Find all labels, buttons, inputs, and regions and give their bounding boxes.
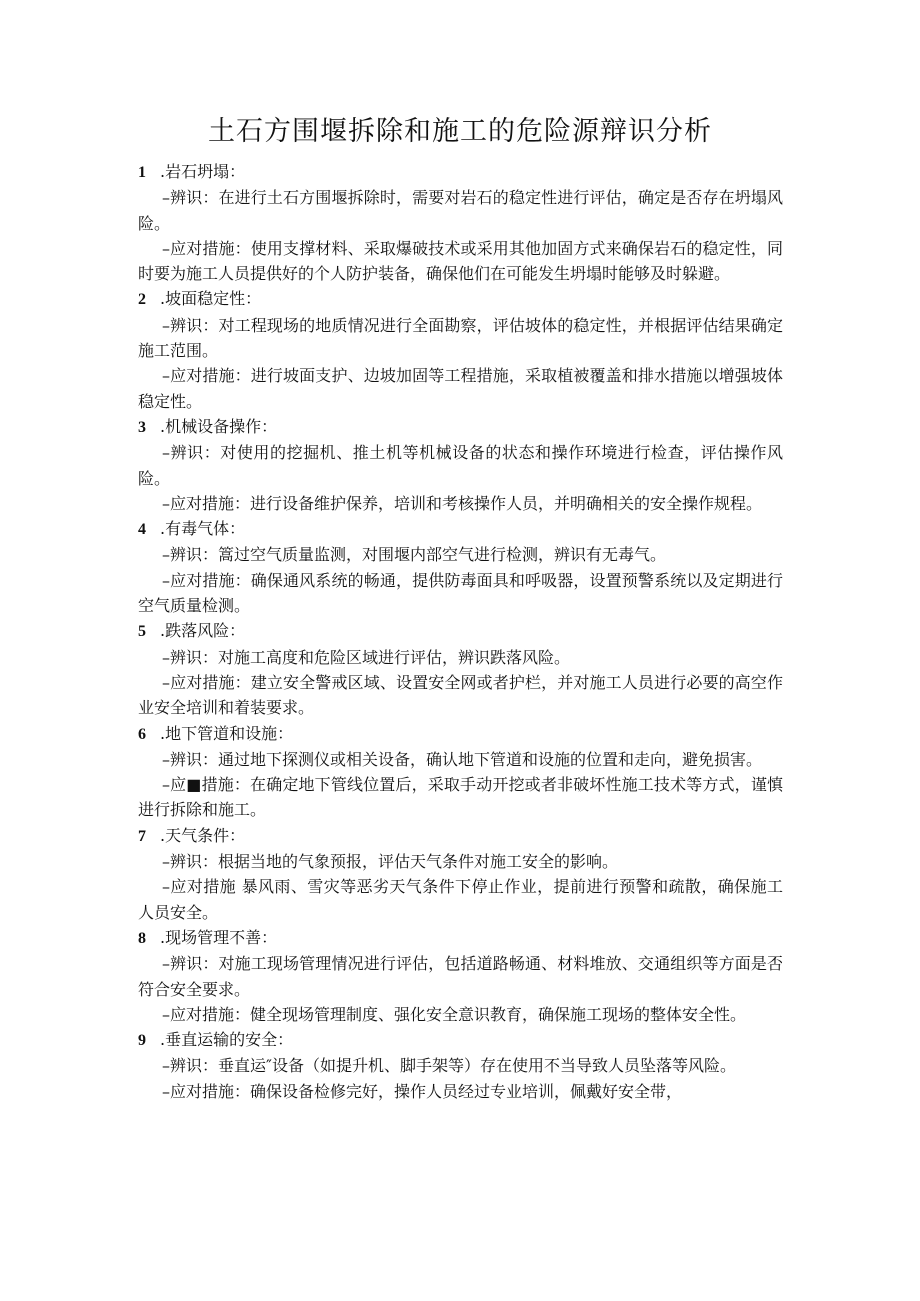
section-number: 1 bbox=[138, 164, 146, 181]
section-number: 7 bbox=[138, 827, 146, 845]
section-title: .岩石坍塌： bbox=[160, 162, 246, 181]
section-number: 2 bbox=[138, 291, 146, 309]
section-title: .坡面稳定性： bbox=[160, 289, 262, 309]
section-paragraph: –应■措施：在确定地下管线位置后，采取手动开挖或者非破坏性施工技术等方式，谨慎进行拆除和施工。 bbox=[138, 775, 783, 820]
section-title: .天气条件： bbox=[160, 825, 246, 845]
section-number: 8 bbox=[138, 929, 146, 947]
section-heading bbox=[138, 286, 783, 312]
section-title: .机械设备操作： bbox=[160, 416, 278, 436]
section-paragraph: –辨识：根据当地的气象预报，评估天气条件对施工安全的影响。 bbox=[162, 852, 619, 872]
section-title: .跌落风险： bbox=[160, 621, 246, 641]
section-heading bbox=[138, 159, 783, 185]
section-number: 6 bbox=[138, 725, 146, 743]
section-paragraph: –应对措施 暴风雨、雪灾等恶劣天气条件下停止作业，提前进行预警和疏散，确保施工人员安全。 bbox=[138, 877, 783, 922]
section-title: .地下管道和设施： bbox=[160, 723, 294, 743]
section-number: 3 bbox=[138, 418, 146, 436]
section-paragraph: –辨识：对工程现场的地质情况进行全面勘察，评估坡体的稳定性，并根据评估结果确定施工范围。 bbox=[138, 315, 783, 361]
section-paragraph: –辨识：垂直运″设备（如提升机、脚手架等）存在使用不当导致人员坠落等风险。 bbox=[162, 1056, 736, 1076]
section-paragraph: –应对措施：使用支撑材料、采取爆破技术或采用其他加固方式来确保岩石的稳定性，同时要为施工人员提供好的个人防护装备，确保他们在可能发生坍塌时能够及时躲避。 bbox=[138, 238, 783, 284]
document-body bbox=[138, 159, 783, 1104]
section-title: .有毒气体： bbox=[160, 519, 246, 539]
document-title: 土石方围堰拆除和施工的危险源辩识分析 bbox=[208, 116, 712, 147]
section-title: .现场管理不善： bbox=[160, 927, 278, 947]
section-paragraph: –辨识：篙过空气质量监测，对围堰内部空气进行检测，辨识有无毒气。 bbox=[162, 545, 667, 565]
section-paragraph: –应对措施：健全现场管理制度、强化安全意识教育，确保施工现场的整体安全性。 bbox=[162, 1004, 747, 1024]
section-heading bbox=[138, 823, 783, 849]
section-number: 9 bbox=[138, 1032, 146, 1050]
section-number: 5 bbox=[138, 623, 146, 641]
section-paragraph: –辨识：在进行土石方围堰拆除时，需要对岩石的稳定性进行评估，确定是否存在坍塌风险。 bbox=[138, 188, 783, 233]
section-paragraph: –应对措施：进行坡面支护、边坡加固等工程措施，采取植被覆盖和排水措施以增强坡体稳定性。 bbox=[138, 366, 783, 411]
section-number: 4 bbox=[138, 521, 146, 539]
section-paragraph: –辨识：通过地下探测仪或相关设备，确认地下管道和设施的位置和走向，避免损害。 bbox=[162, 749, 763, 769]
section-heading bbox=[138, 414, 783, 440]
section-heading bbox=[138, 516, 783, 542]
section-heading bbox=[138, 618, 783, 644]
section-heading bbox=[138, 721, 783, 747]
section-paragraph: –应对措施：确保通风系统的畅通，提供防毒面具和呼吸器，设置预警系统以及定期进行空气质量检测。 bbox=[138, 570, 783, 616]
section-paragraph: –辨识：对施工高度和危险区域进行评估，辨识跌落风险。 bbox=[162, 647, 571, 667]
section-paragraph: –应对措施：进行设备维护保养，培训和考核操作人员，并明确相关的安全操作规程。 bbox=[162, 493, 763, 513]
section-paragraph: –应对措施：建立安全警戒区域、设置安全网或者护栏，并对施工人员进行必要的高空作业安全培训和着装要求。 bbox=[138, 672, 783, 718]
section-heading bbox=[138, 925, 783, 951]
section-paragraph: –应对措施：确保设备检修完好，操作人员经过专业培训，佩戴好安全带， bbox=[162, 1081, 683, 1101]
section-heading bbox=[138, 1027, 783, 1053]
section-title: .垂直运输的安全： bbox=[160, 1030, 294, 1050]
section-paragraph: –辨识：对使用的挖掘机、推土机等机械设备的状态和操作环境进行检查，评估操作风险。 bbox=[138, 443, 783, 488]
section-paragraph: –辨识：对施工现场管理情况进行评估，包括道路畅通、材料堆放、交通组织等方面是否符合安全要求。 bbox=[138, 954, 783, 999]
